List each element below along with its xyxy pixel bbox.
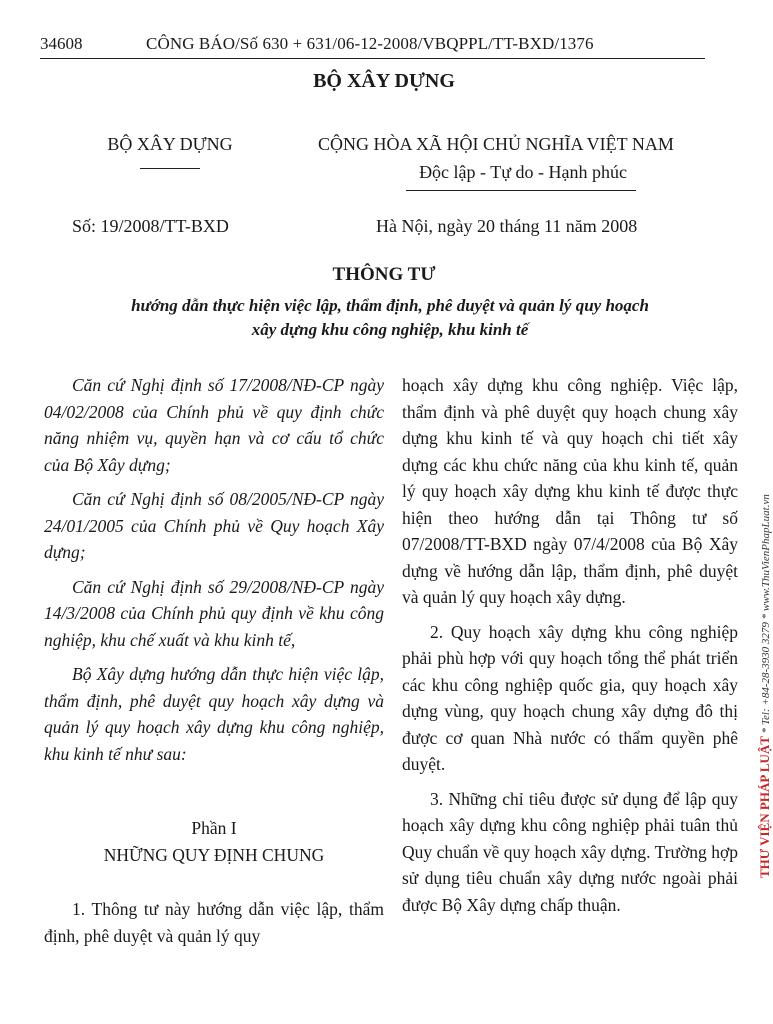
gazette-reference: CÔNG BÁO/Số 630 + 631/06-12-2008/VBQPPL/TT-BXD/1376 bbox=[146, 34, 594, 53]
place-date: Hà Nội, ngày 20 tháng 11 năm 2008 bbox=[376, 216, 638, 236]
header-divider bbox=[40, 58, 705, 59]
preamble-paragraph: Căn cứ Nghị định số 08/2005/NĐ-CP ngày 24/01/2005 của Chính phủ về Quy hoạch Xây dựng; bbox=[44, 489, 384, 562]
side-watermark bbox=[757, 258, 771, 878]
right-column bbox=[402, 372, 738, 926]
watermark-brand: THƯ VIỆN PHÁP LUẬT bbox=[757, 736, 772, 878]
national-motto: Độc lập - Tự do - Hạnh phúc bbox=[419, 162, 627, 182]
body-paragraph: hoạch xây dựng khu công nghiệp. Việc lập, thẩm định và phê duyệt quy hoạch chung xây dựng khu kinh tế và quy hoạch chi tiết xây dựng các khu chức năng của khu kinh tế, quản lý quy hoạch xây dựng khu kinh tế được thực hiện theo hướng dẫn tại Thông tư số 07/2008/TT-BXD ngày 07/4/2008 của Bộ Xây dựng về hướng dẫn lập, thẩm định, phê duyệt và quản lý quy hoạch xây dựng. bbox=[402, 375, 738, 607]
preamble-paragraph: Căn cứ Nghị định số 17/2008/NĐ-CP ngày 04/02/2008 của Chính phủ về quy định chức năng nhiệm vụ, quyền hạn và cơ cấu tổ chức của Bộ Xây dựng; bbox=[44, 375, 384, 475]
watermark-contact: * Tel: +84-28-3930 3279 * www.ThuVienPhapLuat.vn bbox=[760, 494, 772, 734]
section-title: Phần I bbox=[191, 818, 237, 838]
page-number: 34608 bbox=[40, 34, 83, 53]
gazette-header bbox=[40, 34, 700, 56]
section-name: NHỮNG QUY ĐỊNH CHUNG bbox=[103, 844, 325, 865]
document-number: Số: 19/2008/TT-BXD bbox=[72, 216, 229, 236]
left-column bbox=[44, 372, 384, 957]
subject-line-1: hướng dẫn thực hiện việc lập, thẩm định, phê duyệt và quản lý quy hoạch bbox=[131, 296, 649, 315]
issuing-agency: BỘ XÂY DỰNG bbox=[107, 134, 233, 154]
national-title: CỘNG HÒA XÃ HỘI CHỦ NGHĨA VIỆT NAM bbox=[318, 134, 674, 154]
body-paragraph: 3. Những chỉ tiêu được sử dụng để lập quy hoạch xây dựng khu công nghiệp phải tuân thủ Quy chuẩn về quy hoạch xây dựng. Trường hợp sử dụng tiêu chuẩn xây dựng nước ngoài phải được Bộ Xây dựng chấp thuận. bbox=[402, 788, 738, 915]
preamble-paragraph: Căn cứ Nghị định số 29/2008/NĐ-CP ngày 14/3/2008 của Chính phủ quy định về khu công nghiệp, khu chế xuất và khu kinh tế, bbox=[44, 576, 384, 650]
document-type: THÔNG TƯ bbox=[332, 264, 436, 285]
motto-underline bbox=[406, 190, 636, 191]
subject-line-2: xây dựng khu công nghiệp, khu kinh tế bbox=[251, 320, 529, 339]
body-paragraph: 1. Thông tư này hướng dẫn việc lập, thẩm định, phê duyệt và quản lý quy bbox=[44, 899, 384, 946]
ministry-title: BỘ XÂY DỰNG bbox=[313, 70, 455, 92]
preamble-paragraph: Bộ Xây dựng hướng dẫn thực hiện việc lập, thẩm định, phê duyệt quy hoạch xây dựng và quản lý quy hoạch xây dựng khu công nghiệp, khu kinh tế như sau: bbox=[44, 664, 384, 764]
document-subject bbox=[40, 294, 740, 342]
body-paragraph: 2. Quy hoạch xây dựng khu công nghiệp phải phù hợp với quy hoạch tổng thể phát triển các khu công nghiệp quốc gia, quy hoạch xây dựng vùng, quy hoạch chung xây dựng đô thị được cơ quan Nhà nước có thẩm quyền phê duyệt. bbox=[402, 621, 738, 774]
issuer-underline bbox=[140, 168, 200, 169]
watermark-text bbox=[757, 494, 773, 878]
